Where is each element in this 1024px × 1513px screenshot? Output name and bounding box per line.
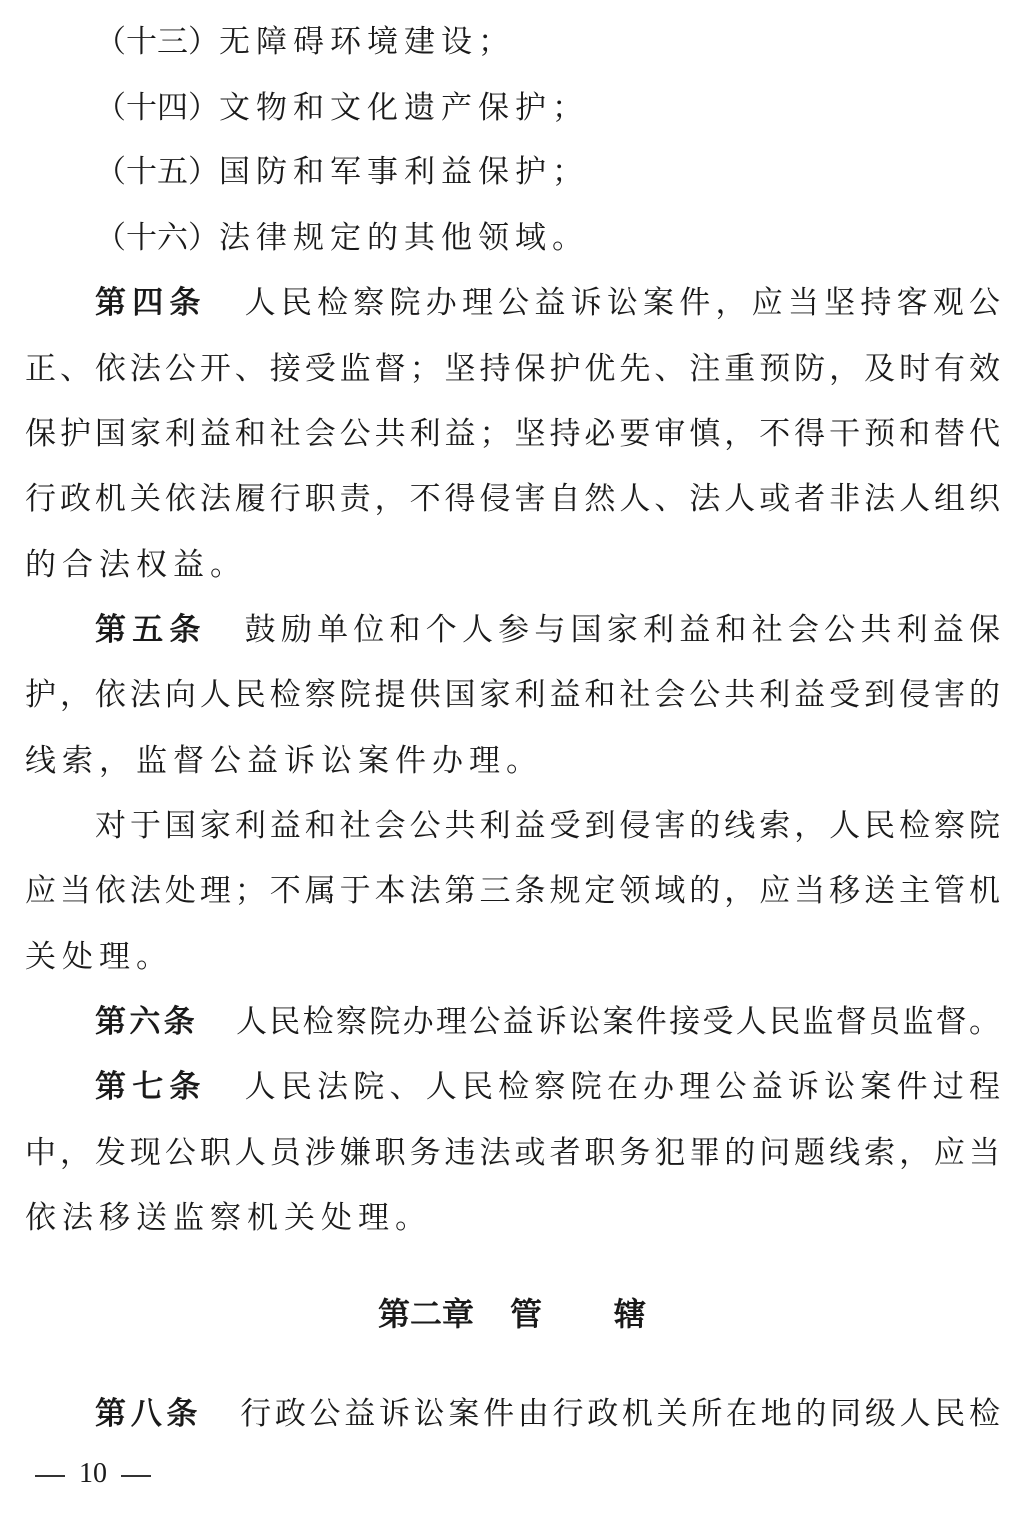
- list-marker: （十四）: [95, 90, 219, 126]
- article-text: 人民法院、人民检察院在办理公益诉讼案件过程: [244, 1069, 1000, 1105]
- article-5-para2-line-2: 应当依法处理；不属于本法第三条规定领域的，应当移送主管机: [25, 873, 1000, 909]
- list-item: [95, 218, 1000, 258]
- article-4-line-1: [95, 283, 1000, 323]
- article-6-line-1: [95, 1002, 1000, 1042]
- article-text: 人民检察院办理公益诉讼案件接受人民监督员监督。: [235, 1004, 1000, 1040]
- footer-dash: [35, 1475, 65, 1477]
- article-5-label: 第五条: [95, 612, 207, 648]
- article-8-line-1: [95, 1394, 1000, 1434]
- article-text: 人民检察院办理公益诉讼案件，应当坚持客观公: [244, 285, 1000, 321]
- list-text: 文物和文化遗产保护；: [219, 90, 589, 126]
- chapter-title-char: 管: [509, 1295, 542, 1333]
- article-7-line-2: 中，发现公职人员涉嫌职务违法或者职务犯罪的问题线索，应当: [25, 1135, 1000, 1171]
- list-item: [95, 22, 1000, 62]
- article-5-para2-line-1: 对于国家利益和社会公共利益受到侵害的线索，人民检察院: [95, 808, 1000, 844]
- article-4-line-4: 行政机关依法履行职责，不得侵害自然人、法人或者非法人组织: [25, 481, 1000, 517]
- list-text: 无障碍环境建设；: [219, 24, 515, 60]
- article-text: 行政公益诉讼案件由行政机关所在地的同级人民检: [240, 1396, 1000, 1432]
- list-marker: （十五）: [95, 154, 219, 190]
- page-footer: [35, 1456, 165, 1492]
- chapter-number: 第二章: [377, 1295, 474, 1333]
- article-text: 鼓励单位和个人参与国家利益和社会公共利益保: [244, 612, 1000, 648]
- article-7-line-1: [95, 1067, 1000, 1107]
- list-text: 国防和军事利益保护；: [219, 154, 589, 190]
- article-8-label: 第八条: [95, 1396, 203, 1432]
- article-4-line-3: 保护国家利益和社会公共利益；坚持必要审慎，不得干预和替代: [25, 416, 1000, 452]
- list-marker: （十六）: [95, 220, 219, 256]
- article-4-line-5: 的合法权益。: [25, 547, 247, 583]
- article-4-line-2: 正、依法公开、接受监督；坚持保护优先、注重预防，及时有效: [25, 351, 1000, 387]
- article-7-line-3: 依法移送监察机关处理。: [25, 1200, 432, 1236]
- article-7-label: 第七条: [95, 1069, 207, 1105]
- list-item: [95, 88, 1000, 128]
- article-5-line-2: 护，依法向人民检察院提供国家利益和社会公共利益受到侵害的: [25, 677, 1000, 713]
- article-5-line-3: 线索，监督公益诉讼案件办理。: [25, 743, 543, 779]
- article-4-label: 第四条: [95, 285, 207, 321]
- article-5-para2-line-3: 关处理。: [25, 939, 173, 975]
- footer-dash: [121, 1475, 151, 1477]
- chapter-title-char: 辖: [614, 1295, 647, 1333]
- list-marker: （十三）: [95, 24, 219, 60]
- list-text: 法律规定的其他领域。: [219, 220, 589, 256]
- article-6-label: 第六条: [95, 1004, 198, 1040]
- page-number: 10: [79, 1458, 107, 1489]
- article-5-line-1: [95, 610, 1000, 650]
- list-item: [95, 152, 1000, 192]
- chapter-heading: [0, 1294, 1024, 1334]
